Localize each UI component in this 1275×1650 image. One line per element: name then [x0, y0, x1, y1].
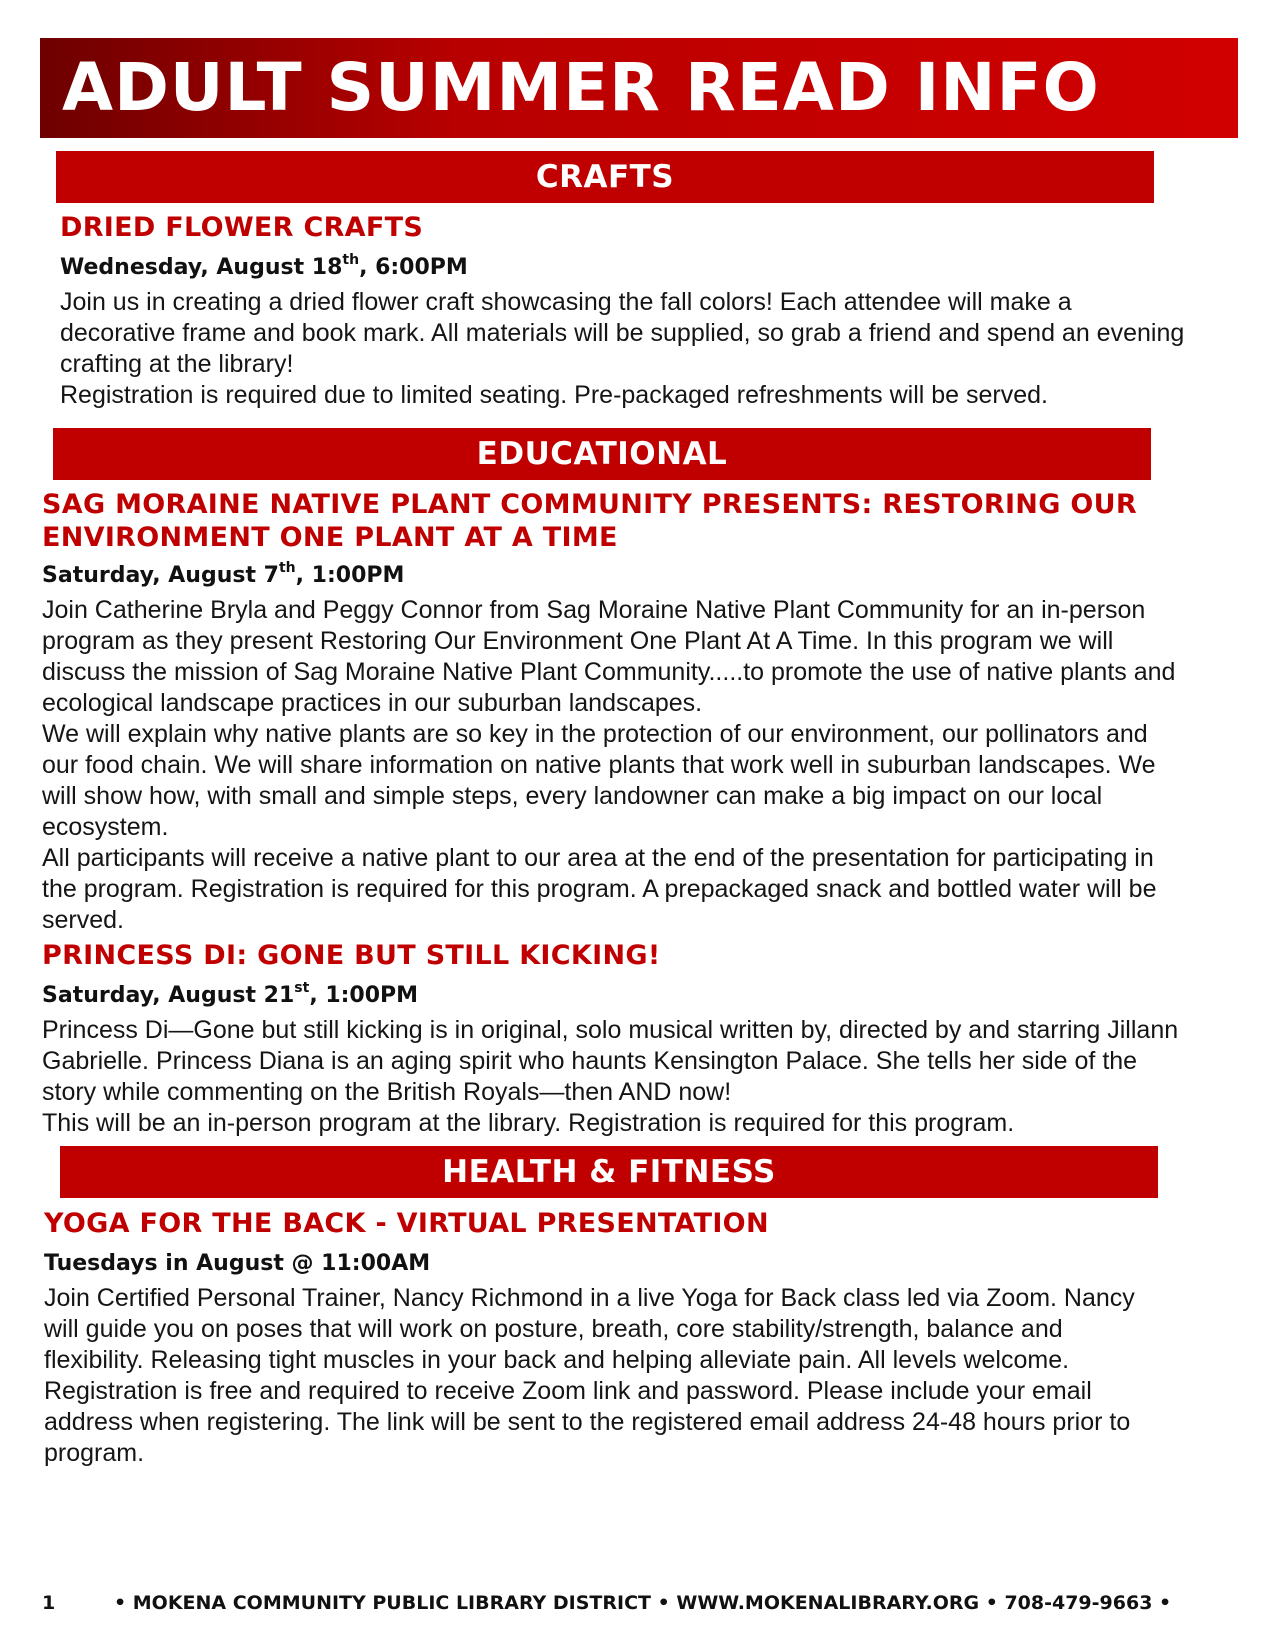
paragraph: Registration is free and required to receive Zoom link and password. Please include your email address when registering. The link will be sent to the registered email address 24-48 hours prior to program. — [44, 1377, 1131, 1467]
paragraph: Join us in creating a dried flower craft showcasing the fall colors! Each attendee will make a decorative frame and book mark. All materials will be supplied, so grab a friend and spend an evening crafting at the library! — [60, 288, 1185, 378]
event-title-sag-moraine: SAG MORAINE NATIVE PLANT COMMUNITY PRESENTS: RESTORING OUR ENVIRONMENT ONE PLANT AT A TIME — [42, 489, 1137, 553]
event-description-sag-moraine — [42, 595, 1182, 936]
section-header-educational: EDUCATIONAL — [53, 428, 1151, 480]
event-description-dried-flower-crafts — [60, 287, 1185, 411]
event-date-dried-flower-crafts: Wednesday, August 18th, 6:00PM — [60, 252, 468, 280]
section-header-health-fitness: HEALTH & FITNESS — [60, 1146, 1158, 1198]
event-description-yoga-for-the-back — [44, 1283, 1164, 1469]
paragraph: Join Certified Personal Trainer, Nancy Richmond in a live Yoga for Back class led via Zoom. Nancy will guide you on poses that will work on posture, breath, core stability/strength, balance and flexibility. Releasing tight muscles in your back and helping alleviate pain. All levels welcome. — [44, 1284, 1135, 1374]
page-footer — [42, 1590, 1242, 1616]
event-description-princess-di — [42, 1015, 1187, 1139]
paragraph: All participants will receive a native plant to our area at the end of the presentation for participating in the program. Registration is required for this program. A prepackaged snack and bottled water will be served. — [42, 844, 1157, 934]
paragraph: Princess Di—Gone but still kicking is in original, solo musical written by, directed by and starring Jillann Gabrielle. Princess Diana is an aging spirit who haunts Kensington Palace. She tells her side of the story while commenting on the British Royals—then AND now! — [42, 1016, 1179, 1106]
paragraph: This will be an in-person program at the library. Registration is required for this program. — [42, 1109, 1015, 1137]
event-title-yoga-for-the-back: YOGA FOR THE BACK - VIRTUAL PRESENTATION — [44, 1208, 769, 1239]
paragraph: Registration is required due to limited seating. Pre-packaged refreshments will be served. — [60, 381, 1048, 409]
event-title-princess-di: PRINCESS DI: GONE BUT STILL KICKING! — [42, 940, 661, 971]
page-title: ADULT SUMMER READ INFO — [62, 49, 1100, 126]
event-date-princess-di: Saturday, August 21st, 1:00PM — [42, 980, 419, 1008]
paragraph: Join Catherine Bryla and Peggy Connor from Sag Moraine Native Plant Community for an in-person program as they present Restoring Our Environment One Plant At A Time. In this program we will discuss the mission of Sag Moraine Native Plant Community.....to promote the use of native plants and ecological landscape practices in our suburban landscapes. — [42, 596, 1176, 717]
event-date-yoga-for-the-back: Tuesdays in August @ 11:00AM — [44, 1251, 431, 1276]
footer-contact-line: • MOKENA COMMUNITY PUBLIC LIBRARY DISTRICT • WWW.MOKENALIBRARY.ORG • 708-479-9663 • — [114, 1592, 1172, 1614]
event-title-dried-flower-crafts: DRIED FLOWER CRAFTS — [60, 212, 424, 243]
page-number: 1 — [42, 1592, 56, 1614]
section-header-crafts: CRAFTS — [56, 151, 1154, 203]
event-date-sag-moraine: Saturday, August 7th, 1:00PM — [42, 560, 405, 588]
paragraph: We will explain why native plants are so key in the protection of our environment, our pollinators and our food chain. We will share information on native plants that work well in suburban landscapes. We will show how, with small and simple steps, every landowner can make a big impact on our local ecosystem. — [42, 720, 1156, 841]
